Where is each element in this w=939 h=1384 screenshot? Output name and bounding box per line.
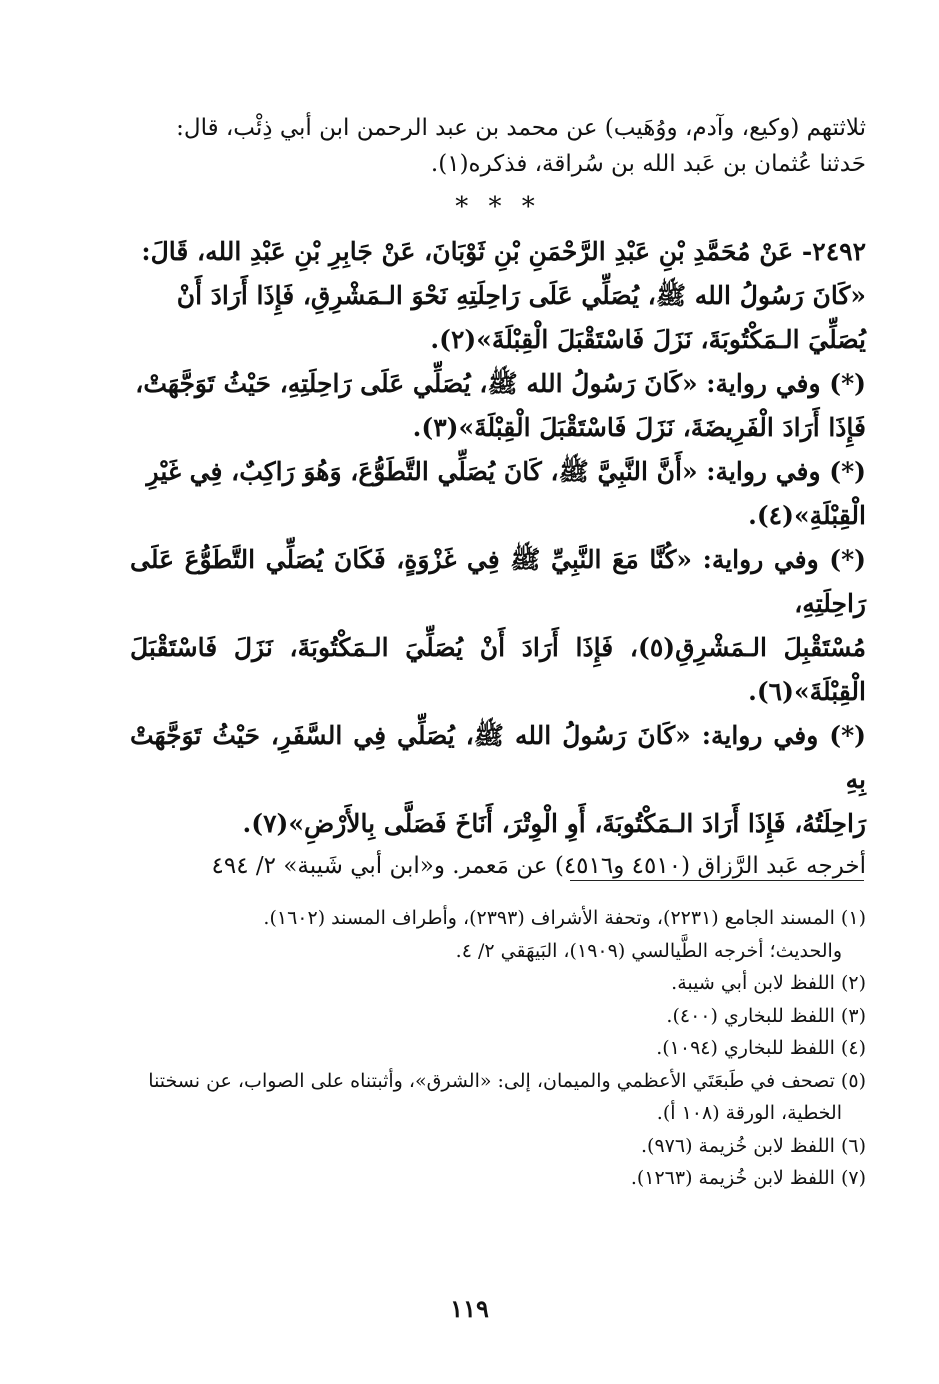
reference-line: أخرجه عَبد الرَّزاق (٤٥١٠ و٤٥١٦) عن مَعمر. و«ابن أبي شَيبة» ٢/ ٤٩٤ xyxy=(211,853,866,879)
hadith-line: «كَانَ رَسُولُ الله ﷺ، يُصَلِّي عَلَى رَاحِلَتِهِ نَحْوَ الـمَشْرِقِ، فَإِذَا أَرَادَ أَنْ xyxy=(176,281,866,310)
footnote: (٣) اللفظ للبخاري (٤٠٠). xyxy=(666,1004,866,1027)
hadith-line: يُصَلِّيَ الـمَكْتُوبَةَ، نَزَلَ فَاسْتَقْبَلَ الْقِبْلَةَ»(٢). xyxy=(430,325,866,354)
footnote: (٥) تصحف في طَبعَتَي الأعظمي والميمان، إلى: «الشرق»، وأثبتناه على الصواب، عن نسختنا xyxy=(148,1069,866,1092)
page-number: ١١٩ xyxy=(450,1294,489,1323)
footnote-divider xyxy=(570,880,864,881)
section-separator: * * * xyxy=(455,192,541,222)
hadith-line: (*) وفي رواية: «كَانَ رَسُولُ الله ﷺ، يُصَلِّي عَلَى رَاحِلَتِهِ، حَيْثُ تَوَجَّهَتْ، xyxy=(135,369,866,398)
hadith-line: (*) وفي رواية: «أَنَّ النَّبِيَّ ﷺ، كَانَ يُصَلِّي التَّطَوُّعَ، وَهُوَ رَاكِبٌ، فِي غَيْرِ xyxy=(146,457,866,486)
footnote-continuation: والحديث؛ أخرجه الطَّيالسي (١٩٠٩)، البَيهَقي ٢/ ٤. xyxy=(455,939,842,962)
hadith-line: الْقِبْلَةِ»(٤). xyxy=(748,501,866,530)
hadith-line: (*) وفي رواية: «كَانَ رَسُولُ الله ﷺ، يُصَلِّي فِي السَّفَرِ، حَيْثُ تَوَجَّهَتْ بِهِ xyxy=(130,721,866,794)
footnote: (٢) اللفظ لابن أبي شيبة. xyxy=(671,972,866,994)
footnote-continuation: الخطية، الورقة (١٠٨ أ). xyxy=(656,1102,842,1124)
hadith-line: (*) وفي رواية: «كُنَّا مَعَ النَّبِيِّ ﷺ فِي غَزْوَةٍ، فَكَانَ يُصَلِّي التَّطَوُّعَ عَلَى رَاحِلَتِهِ، xyxy=(130,545,866,618)
hadith-block xyxy=(130,230,866,846)
footnote: (٧) اللفظ لابن خُزيمة (١٢٦٣). xyxy=(630,1167,866,1189)
footnote: (٦) اللفظ لابن خُزيمة (٩٧٦). xyxy=(641,1134,866,1157)
footnote: (٤) اللفظ للبخاري (١٠٩٤). xyxy=(656,1037,866,1059)
footnotes xyxy=(130,902,866,1195)
hadith-line: مُسْتَقْبِلَ الـمَشْرِقِ(٥)، فَإِذَا أَرَادَ أَنْ يُصَلِّيَ الـمَكْتُوبَةَ، نَزَلَ فَاسْتَقْبَلَ الْقِبْلَةَ»(٦). xyxy=(130,633,866,706)
intro-paragraph xyxy=(130,110,866,182)
intro-line: ثلاثتهم (وكيع، وآدم، ووُهَيب) عن محمد بن عبد الرحمن ابن أبي ذِئْب، قال: xyxy=(176,115,866,141)
main-text xyxy=(130,108,866,884)
intro-line: حَدثنا عُثمان بن عَبد الله بن سُراقة، فذكره(١). xyxy=(430,151,866,177)
hadith-line: رَاحِلَتُهُ، فَإِذَا أَرَادَ الـمَكْتُوبَةَ، أَوِ الْوِتْرَ، أَنَاخَ فَصَلَّى بِالأَرْضِ»(٧). xyxy=(242,809,866,838)
footnote: (١) المسند الجامع (٢٢٣١)، وتحفة الأشراف (٢٣٩٣)، وأطراف المسند (١٦٠٢). xyxy=(263,907,866,929)
hadith-line: ٢٤٩٢- عَنْ مُحَمَّدِ بْنِ عَبْدِ الرَّحْمَنِ بْنِ ثَوْبَانَ، عَنْ جَابِرِ بْنِ عَبْدِ الله، قَالَ: xyxy=(141,237,866,266)
hadith-line: فَإِذَا أَرَادَ الْفَرِيضَةَ، نَزَلَ فَاسْتَقْبَلَ الْقِبْلَةَ»(٣). xyxy=(412,413,866,442)
